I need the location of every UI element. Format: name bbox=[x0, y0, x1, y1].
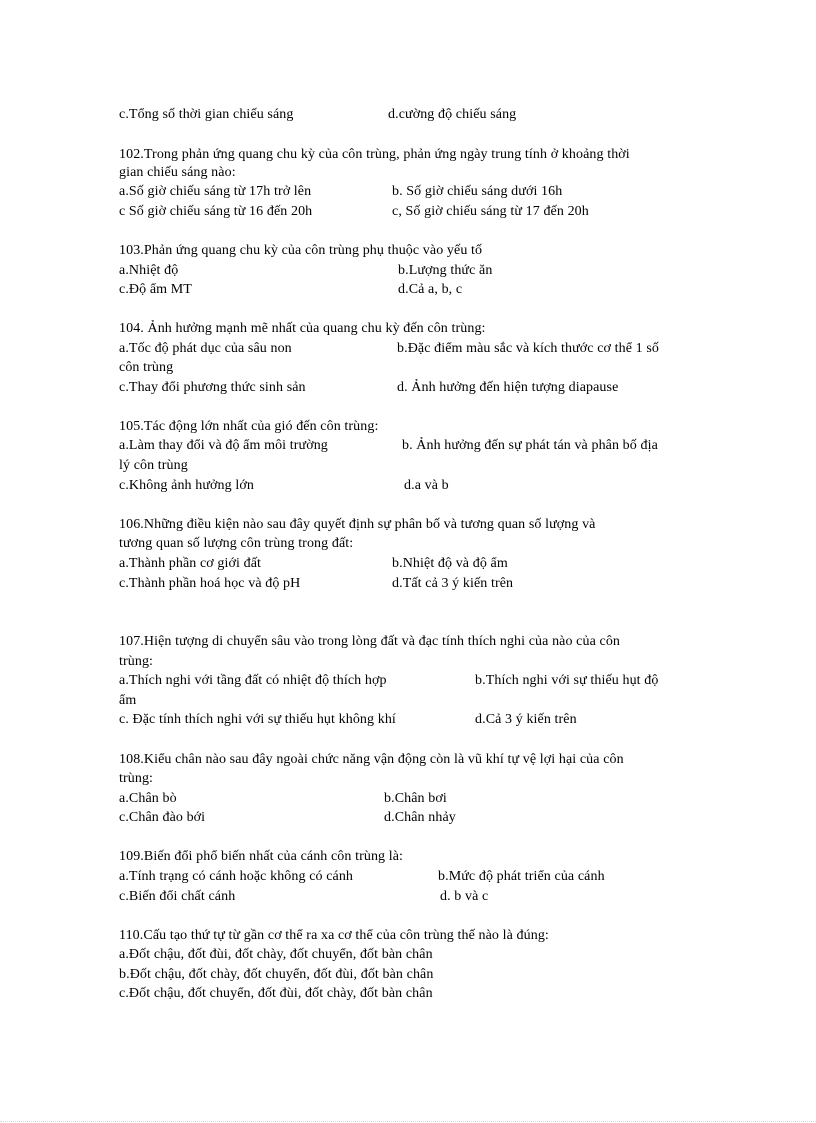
q109-option-c: c.Biến đổi chất cánh bbox=[119, 889, 236, 904]
q109-option-d: d. b và c bbox=[440, 889, 489, 904]
q102-stem-cont: gian chiếu sáng nào: bbox=[119, 165, 236, 180]
q102-stem: 102.Trong phản ứng quang chu kỳ của côn trùng, phản ứng ngày trung tính ở khoảng thời bbox=[119, 147, 630, 162]
q103-option-c: c.Độ ẩm MT bbox=[119, 282, 192, 297]
q106-option-c: c.Thành phần hoá học và độ pH bbox=[119, 576, 301, 591]
q107-option-d: d.Cả 3 ý kiến trên bbox=[475, 712, 577, 727]
q101-option-d: d.cường độ chiếu sáng bbox=[388, 107, 517, 122]
q109-stem: 109.Biến đổi phổ biến nhất của cánh côn trùng là: bbox=[119, 849, 404, 864]
q107-option-a: a.Thích nghi với tầng đất có nhiệt độ thích hợp bbox=[119, 673, 387, 688]
q104-stem: 104. Ảnh hưởng mạnh mẽ nhất của quang chu kỳ đến côn trùng: bbox=[119, 321, 486, 336]
q105-option-b-cont: lý côn trùng bbox=[119, 458, 188, 473]
q108-option-b: b.Chân bơi bbox=[384, 791, 447, 806]
q104-option-c: c.Thay đổi phương thức sinh sản bbox=[119, 380, 306, 395]
q103-option-d: d.Cả a, b, c bbox=[398, 282, 463, 297]
q106-option-a: a.Thành phần cơ giới đất bbox=[119, 556, 261, 571]
q108-option-c: c.Chân đào bới bbox=[119, 810, 206, 825]
q109-option-a: a.Tính trạng có cánh hoặc không có cánh bbox=[119, 869, 354, 884]
q108-stem-cont: trùng: bbox=[119, 771, 154, 786]
q105-option-c: c.Không ảnh hưởng lớn bbox=[119, 478, 254, 493]
q107-stem-cont: trùng: bbox=[119, 654, 154, 669]
q101-option-c: c.Tổng số thời gian chiếu sáng bbox=[119, 107, 294, 122]
q106-stem: 106.Những điều kiện nào sau đây quyết định sự phân bố và tương quan số lượng và bbox=[119, 517, 596, 532]
q105-stem: 105.Tác động lớn nhất của gió đến côn trùng: bbox=[119, 419, 379, 434]
q108-option-a: a.Chân bò bbox=[119, 791, 177, 806]
q110-option-b: b.Đốt chậu, đốt chày, đốt chuyển, đốt đùi, đốt bàn chân bbox=[119, 967, 434, 982]
q106-option-b: b.Nhiệt độ và độ ẩm bbox=[392, 556, 508, 571]
q102-option-b: b. Số giờ chiếu sáng dưới 16h bbox=[392, 184, 563, 199]
q104-option-a: a.Tốc độ phát dục của sâu non bbox=[119, 341, 292, 356]
q110-option-c: c.Đốt chậu, đốt chuyển, đốt đùi, đốt chày, đốt bàn chân bbox=[119, 986, 433, 1001]
q107-stem: 107.Hiện tượng di chuyển sâu vào trong lòng đất và đạc tính thích nghi của nào của côn bbox=[119, 634, 621, 649]
q102-option-a: a.Số giờ chiếu sáng từ 17h trở lên bbox=[119, 184, 312, 199]
q107-option-b-cont: ẩm bbox=[119, 693, 137, 708]
q102-option-d: c, Số giờ chiếu sáng từ 17 đến 20h bbox=[392, 204, 589, 219]
q110-option-a: a.Đốt chậu, đốt đùi, đốt chày, đốt chuyển, đốt bàn chân bbox=[119, 947, 433, 962]
q105-option-d: d.a và b bbox=[404, 478, 449, 493]
page-bottom-divider bbox=[0, 1121, 816, 1122]
q106-stem-cont: tương quan số lượng côn trùng trong đất: bbox=[119, 536, 354, 551]
q110-stem: 110.Cấu tạo thứ tự từ gần cơ thể ra xa cơ thể của côn trùng thế nào là đúng: bbox=[119, 928, 549, 943]
q104-option-b: b.Đặc điểm màu sắc và kích thước cơ thể 1 số bbox=[397, 341, 659, 356]
q106-option-d: d.Tất cả 3 ý kiến trên bbox=[392, 576, 514, 591]
q107-option-b: b.Thích nghi với sự thiếu hụt độ bbox=[475, 673, 659, 688]
q108-option-d: d.Chân nhảy bbox=[384, 810, 456, 825]
q103-option-b: b.Lượng thức ăn bbox=[398, 263, 493, 278]
q104-option-b-cont: côn trùng bbox=[119, 360, 174, 375]
q107-option-c: c. Đặc tính thích nghi với sự thiếu hụt không khí bbox=[119, 712, 396, 727]
q105-option-b: b. Ảnh hưởng đến sự phát tán và phân bố địa bbox=[402, 438, 658, 453]
q103-stem: 103.Phản ứng quang chu kỳ của côn trùng phụ thuộc vào yếu tố bbox=[119, 243, 483, 258]
q108-stem: 108.Kiểu chân nào sau đây ngoài chức năng vận động còn là vũ khí tự vệ lợi hại của côn bbox=[119, 752, 624, 767]
q103-option-a: a.Nhiệt độ bbox=[119, 263, 179, 278]
q109-option-b: b.Mức độ phát triển của cánh bbox=[438, 869, 605, 884]
q105-option-a: a.Làm thay đổi và độ ẩm môi trường bbox=[119, 438, 328, 453]
q102-option-c: c Số giờ chiếu sáng từ 16 đến 20h bbox=[119, 204, 313, 219]
q104-option-d: d. Ảnh hưởng đến hiện tượng diapause bbox=[397, 380, 619, 395]
